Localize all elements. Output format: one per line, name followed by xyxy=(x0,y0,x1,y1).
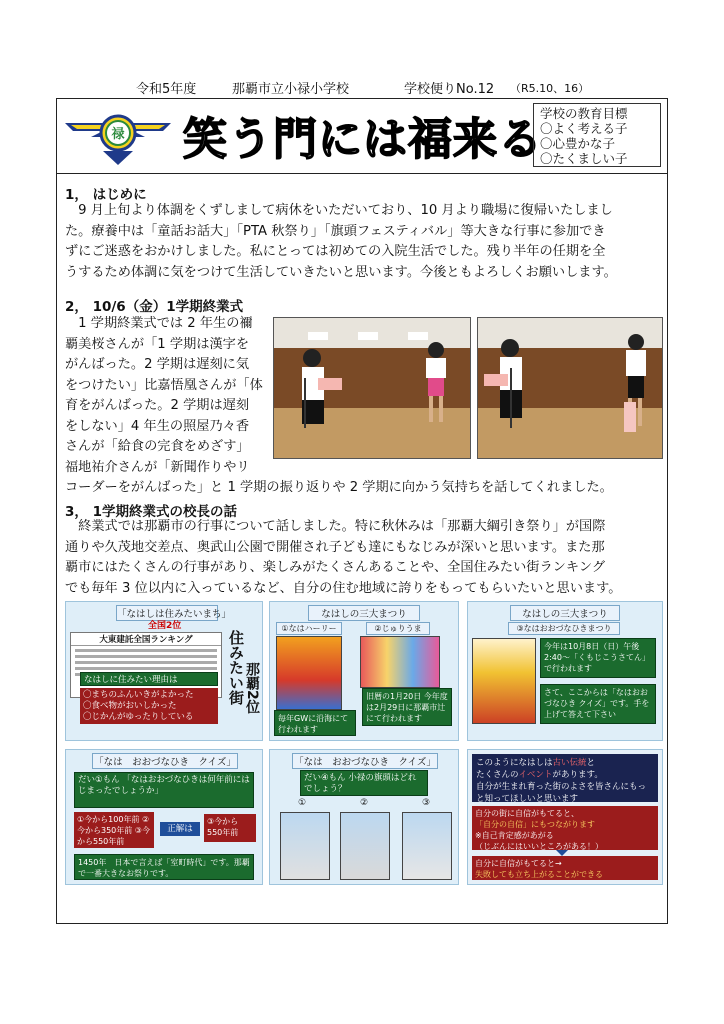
reason-heading: なはしに住みたい理由は xyxy=(80,672,218,686)
text-line: 福地祐介さんが「新聞作りやリ xyxy=(65,459,250,475)
festival-tag: ②じゅりうま xyxy=(366,622,430,635)
text-line: さんが「給食の完食をめざす」 xyxy=(65,439,250,454)
festival-info-box: さて、ここからは「なはおおづなひき クイズ」です。手を上げて答えて下さい xyxy=(540,684,656,724)
school-name: 那覇市立小禄小学校 xyxy=(232,82,350,97)
conclusion-top xyxy=(472,754,658,802)
quiz-question: だい①もん 「なはおおづなひきは何年前にはじまったでしょうか」 xyxy=(74,772,254,808)
conclusion-middle xyxy=(472,806,658,850)
slide-title: 「なはしは住みたいまち」 xyxy=(116,605,218,621)
hatagashira-photo-1 xyxy=(280,812,330,880)
slide-title: 「なは おおづなひき クイズ」 xyxy=(92,753,238,769)
ceremony-photo-1 xyxy=(273,317,471,459)
quiz-question: だい④もん 小禄の旗頭はどれでしょう？ xyxy=(300,770,428,796)
education-goals-box xyxy=(533,103,661,167)
logo-char: 禄 xyxy=(111,127,125,142)
text-span: このようになはしは xyxy=(476,758,553,768)
reason-item: 〇まちのふんいきがよかった xyxy=(83,690,194,700)
goal-item: 〇たくましい子 xyxy=(540,151,628,166)
goal-item: 〇心豊かな子 xyxy=(540,136,616,151)
slide-subtitle: 全国2位 xyxy=(148,621,182,631)
section3-body xyxy=(65,517,661,599)
slide-title: 「なは おおづなひき クイズ」 xyxy=(292,753,438,769)
vertical-banner-2: 那覇2位 xyxy=(244,662,260,714)
text-line: 自分に自信がもてると→ xyxy=(475,859,562,868)
slide-conclusion xyxy=(467,749,663,885)
text-line: をしない」4 年生の照屋乃々香 xyxy=(65,418,250,434)
vertical-banner-1: 住みたい街 xyxy=(227,630,245,705)
text-line: 覇美桜さんが「1 学期は漢字を xyxy=(65,336,250,352)
slide-quiz-1 xyxy=(65,749,263,885)
festival-tag: ①なはハーリー xyxy=(276,622,342,635)
quiz-note: 1450年 日本で言えば「室町時代」です。那覇で一番大きなお祭りです。 xyxy=(74,854,254,880)
text-line: がんばった。2 学期は遅刻に気 xyxy=(65,357,250,372)
newsletter-title: 笑う門には福来る xyxy=(183,114,543,165)
section2-body xyxy=(65,314,613,499)
text-line: 覇市にはたくさんの行事があり、楽しみがたくさんあることや、全国住みたい街ランキング xyxy=(65,560,606,575)
text-line: うするため体調に気をつけて生活していきたいと思います。今後ともよろしくお願いします。 xyxy=(65,264,617,280)
answer-arrow: 正解は xyxy=(160,822,200,836)
goals-heading: 学校の教育目標 xyxy=(540,106,628,121)
title-row xyxy=(57,99,667,174)
section1-heading: 1， はじめに xyxy=(65,187,147,203)
text-line: でも毎年 3 位以内に入っているなど、自分の住む地域に誇りをもってもらいたいと思います。 xyxy=(65,580,622,596)
goal-item: 〇よく考える子 xyxy=(540,121,628,136)
slide-quiz-4 xyxy=(269,749,459,885)
section2-heading: 2， 10/6（金）1学期終業式 xyxy=(65,299,244,315)
text-line: 自分の街に自信がもてると、 xyxy=(475,809,579,818)
section1-body xyxy=(65,201,661,283)
slide-three-festivals-2 xyxy=(467,601,663,741)
festival-info-box: 今年は10月8日（日）午後2:40～「くもじこうさてん」で行われます xyxy=(540,638,656,678)
slide-naha-livable xyxy=(65,601,263,741)
slide-three-festivals-1 xyxy=(269,601,459,741)
text-span: たくさんの xyxy=(476,770,519,780)
haari-poster-image xyxy=(276,636,342,710)
reason-item: 〇食べ物がおいしかった xyxy=(83,701,177,711)
text-span: イベント xyxy=(518,770,553,780)
hatagashira-photo-2 xyxy=(340,812,390,880)
text-span: と xyxy=(586,758,596,768)
newsletter-date: （R5.10、16） xyxy=(510,82,590,95)
text-span: 古い伝統 xyxy=(552,758,587,768)
reasons-box xyxy=(80,688,218,724)
conclusion-bottom xyxy=(472,856,658,880)
ranking-heading: 大東建託全国ランキング xyxy=(71,633,221,646)
text-line: （じぶんにはいいところがある！） xyxy=(475,842,603,851)
choice-number: ② xyxy=(360,798,369,808)
hatagashira-photo-3 xyxy=(402,812,452,880)
text-line: 通りや久茂地交差点、奥武山公園で開催され子ども達にもなじみが深いと思います。また那 xyxy=(65,539,605,555)
festival-info-box: 毎年GWに沿海にて行われます xyxy=(274,710,356,736)
reason-item: 〇じかんがゆったりしている xyxy=(83,712,194,722)
text-line: コーダーをがんばった」と 1 学期の振り返りや 2 学期に向かう気持ちを話してくれました。 xyxy=(65,480,613,495)
slide-title: なはしの三大まつり xyxy=(308,605,420,621)
quiz-choices: ①今から100年前 ②今から350年前 ③今から550年前 xyxy=(74,812,154,848)
quiz-answer: ③今から 550年前 xyxy=(204,814,256,842)
otsunahiki-poster-image xyxy=(472,638,536,724)
text-line: 「自分の自信」にもつながります xyxy=(475,820,595,829)
text-span: があります。 xyxy=(552,770,603,780)
choice-number: ① xyxy=(298,798,307,808)
text-line: 1 学期終業式では 2 年生の禰 xyxy=(65,316,253,331)
text-line: ずにご迷惑をおかけしました。私にとっては初めての入院生活でした。残り半年の任期を全 xyxy=(65,244,606,259)
choice-number: ③ xyxy=(422,798,431,808)
text-line: 育をがんばった。2 学期は遅刻 xyxy=(65,398,250,413)
newsletter-frame xyxy=(56,98,668,924)
school-year: 令和5年度 xyxy=(136,82,197,97)
newsletter-number: 学校便りNo.12 xyxy=(404,82,495,97)
text-line: 失敗しても立ち上がることができる xyxy=(475,870,603,879)
festival-info-box: 旧暦の1月20日 今年度は2月29日に那覇市辻にて行われます xyxy=(362,688,452,726)
ceremony-photo-2 xyxy=(477,317,663,459)
text-line: 9 月上旬より体調をくずしまして病休をいただいており、10 月より職場に復帰いたしまし xyxy=(65,203,613,218)
text-line: をつけたい」比嘉悟凰さんが「体 xyxy=(65,377,263,393)
text-line: 終業式では那覇市の行事について話しました。特に秋休みは「那覇大綱引き祭り」が国際 xyxy=(65,519,606,534)
section3-heading: 3， 1学期終業式の校長の話 xyxy=(65,504,237,520)
school-logo-icon xyxy=(63,105,173,167)
text-line: た。療養中は「童話お話大」「PTA 秋祭り」「旗頭フェスティバル」等大きな行事に参加でき xyxy=(65,223,606,239)
juriuma-photo-image xyxy=(360,636,440,688)
slide-title: なはしの三大まつり xyxy=(510,605,620,621)
festival-tag: ③なはおおづなひきまつり xyxy=(508,622,620,635)
text-span: 自分が生まれ育った街のよさを皆さんにもっと知ってほしいと思います xyxy=(476,782,647,804)
text-line: ※自己肯定感があがる xyxy=(475,831,554,840)
